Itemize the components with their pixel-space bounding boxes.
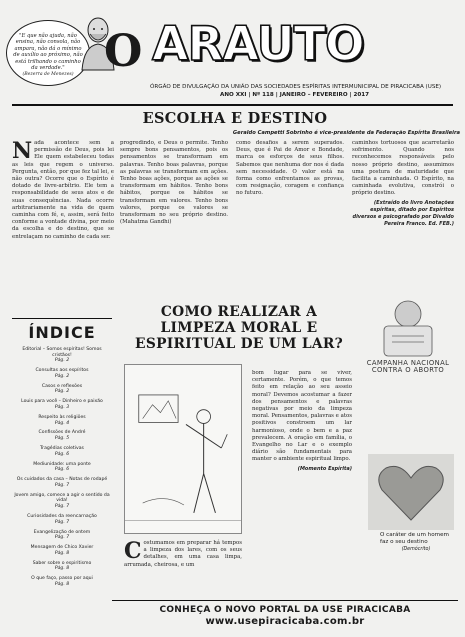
- sidebar-quote: [380, 532, 452, 553]
- article2-column-2: [252, 370, 352, 473]
- index-item-page: Pág. 7: [54, 482, 70, 488]
- index-item: [12, 446, 112, 457]
- article-title: ESCOLHA E DESTINO: [142, 110, 328, 127]
- index-item-label: Curiosidades da reencarnação: [27, 513, 97, 519]
- index-item: [12, 415, 112, 426]
- house-illustration: [124, 364, 242, 534]
- index-item-label: Tragédias coletivas: [40, 446, 84, 452]
- masthead-emblem: [6, 6, 114, 102]
- article2-column-1: [124, 540, 242, 569]
- quote-author: (Bezerra de Menezes): [22, 72, 74, 78]
- index-item: [12, 399, 112, 410]
- column-text: como desafios a serem superados. Deus, que é Pai de Amor e Bondade, marca os esforços de seus filhos. Sabemos que nenhuma dor nos é dada sem necessidade. O valor está na forma como enfrentamos as provas, com resignação, coragem e confiança no futuro.: [236, 140, 344, 197]
- index-item-page: Pág. 7: [54, 519, 70, 525]
- column-text: progredindo, e Deus o permite. Tenho sempre bons pensamentos, pois os pensamentos se transformam em palavras. Tenho boas palavras, porque as palavras se transformam em ações. Tenho boas ações, porque as ações se transformam em hábitos. Tenho bons hábitos, porque os hábitos se transformam em valores. Tenho bons valores, porque os valores se transformam no seu próprio destino. (Mahatma Gandhi): [120, 140, 228, 226]
- sidebar-quote-text: O caráter de um homem faz o seu destino: [380, 532, 449, 545]
- index-item-page: Pág. 3: [54, 404, 70, 410]
- index-item-label: Consultas aos espíritos: [35, 368, 89, 374]
- index-item-label: Louis para você – Dinheiro e paixão: [21, 399, 103, 405]
- index-item: [12, 462, 112, 473]
- footer-url-link[interactable]: www.usepiracicaba.com.br: [205, 616, 365, 627]
- index-item: [12, 347, 112, 364]
- index-item-label: O que faço, passo por aqui: [31, 576, 93, 582]
- article-column-4: [352, 140, 454, 228]
- poster-caption: CAMPANHA NACIONAL CONTRA O ABORTO: [366, 359, 450, 375]
- index-item-page: Pág. 5: [54, 436, 70, 442]
- article2-title: COMO REALIZAR A LIMPEZA MORAL E ESPIRITUAL DE UM LAR?: [135, 304, 343, 352]
- footer-headline: CONHEÇA O NOVO PORTAL DA USE PIRACICABA: [159, 605, 411, 615]
- index-item-page: Pág. 6: [54, 467, 70, 473]
- index-item-page: Pág. 8: [54, 550, 70, 556]
- index-item-page: Pág. 4: [54, 420, 70, 426]
- index-item-label: Mensagem de Chico Xavier: [30, 545, 94, 551]
- index-item: [12, 561, 112, 572]
- index-item: [12, 384, 112, 395]
- index-item: [12, 576, 112, 587]
- column-text: caminhos tortuosos que acarretarão sofrimento. Quando nos reconhecemos responsáveis pelo nosso próprio destino, assumimos uma postura de maturidade que facilita a caminhada. O Espírito, na caminhada evolutiva, constrói o próprio destino.: [352, 140, 454, 197]
- article-source: (Extraído do livro Anotações espíritas, ditado por Espíritos diversos e psicografado por Divaldo Pereira Franco. Ed. FEB.): [352, 199, 454, 228]
- index-item-label: Saber sobre o espiritismo: [32, 560, 92, 566]
- index-item-label: Casos e reflexões: [41, 383, 83, 389]
- index-list: [12, 347, 112, 587]
- index-item-page: Pág. 8: [54, 581, 70, 587]
- column-text: ostumamos em preparar há tempos a limpeza dos lares, com os seus detalhes, em uma casa limpa, arrumada, cheirosa, e um: [124, 540, 242, 568]
- index-item-label: Confissões de André: [38, 430, 86, 436]
- footer-banner: [112, 600, 458, 630]
- dropcap: C: [124, 538, 142, 564]
- index-item-page: Pág. 2: [54, 358, 70, 364]
- heart-photo: [368, 454, 454, 530]
- index-box: [12, 318, 112, 630]
- index-item: [12, 430, 112, 441]
- index-item-label: Jovem amigo, comece a agir o sentido da vida!: [14, 492, 110, 504]
- index-item-label: Mediunidade: uma ponte: [33, 461, 91, 467]
- article-byline: Geraldo Campetti Sobrinho é vice-presidente da Federação Espírita Brasileira: [232, 130, 460, 136]
- index-item-label: Respeito às religiões: [38, 414, 86, 420]
- index-item-page: Pág. 7: [54, 503, 70, 509]
- campaign-poster: [358, 294, 458, 378]
- column-text: bom lugar para se viver, certamente. Porém, o que temos feito em relação ao seu asseio moral? Devemos acostumar a fazer dos pensamentos e palavras negativas por meio da limpeza moral. Pensamentos, palavras e atos positivos constroem um lar harmonioso, onde o bem e a paz prevalecem. A oração em família, o Evangelho no Lar e o exemplo diário são fundamentais para manter o ambiente espiritual limpo.: [252, 370, 352, 463]
- index-item-page: Pág. 2: [54, 373, 70, 379]
- index-item-page: Pág. 8: [54, 566, 70, 572]
- masthead-title-article: O: [104, 26, 143, 77]
- quote-text: "E que não ajuda, não ensina, não consola, não ampara, não dá o mínimo de auxílio ao próximo, não está trilhando o caminho da verdade.": [13, 33, 83, 72]
- index-item: [12, 368, 112, 379]
- index-item: [12, 545, 112, 556]
- index-item: [12, 477, 112, 488]
- index-item: [12, 493, 112, 510]
- header-divider: [12, 104, 453, 106]
- index-item-label: Os cuidados da casa – Notas de rodapé: [16, 477, 108, 483]
- index-title: ÍNDICE: [28, 323, 96, 342]
- baby-illustration: [358, 294, 458, 360]
- index-item-label: Editorial – Somos espíritas! Somos cristãos!: [22, 347, 102, 358]
- index-item-label: Evangelização de ontem: [33, 529, 91, 535]
- article-column-3: [236, 140, 344, 198]
- index-item: [12, 530, 112, 541]
- column-text: ada acontece sem a permissão de Deus, pois lei Ele quem estabeleceu todas as leis que regem o universo. Pergunta, então, por que fez tal lei, e não outra? Ocorre que o Espírito é dotado de livre-arbítrio. Ele tem a responsabilidade de seus atos e de suas consequências. Nada ocorre arbitrariamente na vida de quem caminha com fé, e, assim, será feito conforme a vontade divina, por meio da escolha e do destino, que se entrelaçam no caminho de cada ser.: [12, 140, 114, 240]
- index-item-page: Pág. 7: [54, 535, 70, 541]
- index-item-page: Pág. 6: [54, 451, 70, 457]
- sidebar-quote-author: (Demócrito): [401, 546, 431, 552]
- article2-source: (Momento Espírita): [297, 465, 352, 472]
- article-column-2: [120, 140, 228, 226]
- masthead-title: ARAUTO: [152, 17, 364, 72]
- index-item: [12, 514, 112, 525]
- masthead-tagline: ÓRGÃO DE DIVULGAÇÃO DA UNIÃO DAS SOCIEDADES ESPÍRITAS INTERMUNICIPAL DE PIRACICABA (USE): [150, 84, 442, 90]
- dropcap: N: [12, 138, 33, 164]
- edition-info: ANO XXI | Nº 118 | JANEIRO – FEVEREIRO | 2017: [220, 92, 370, 98]
- article-column-1: [12, 140, 114, 241]
- index-item-page: Pág. 2: [54, 389, 70, 395]
